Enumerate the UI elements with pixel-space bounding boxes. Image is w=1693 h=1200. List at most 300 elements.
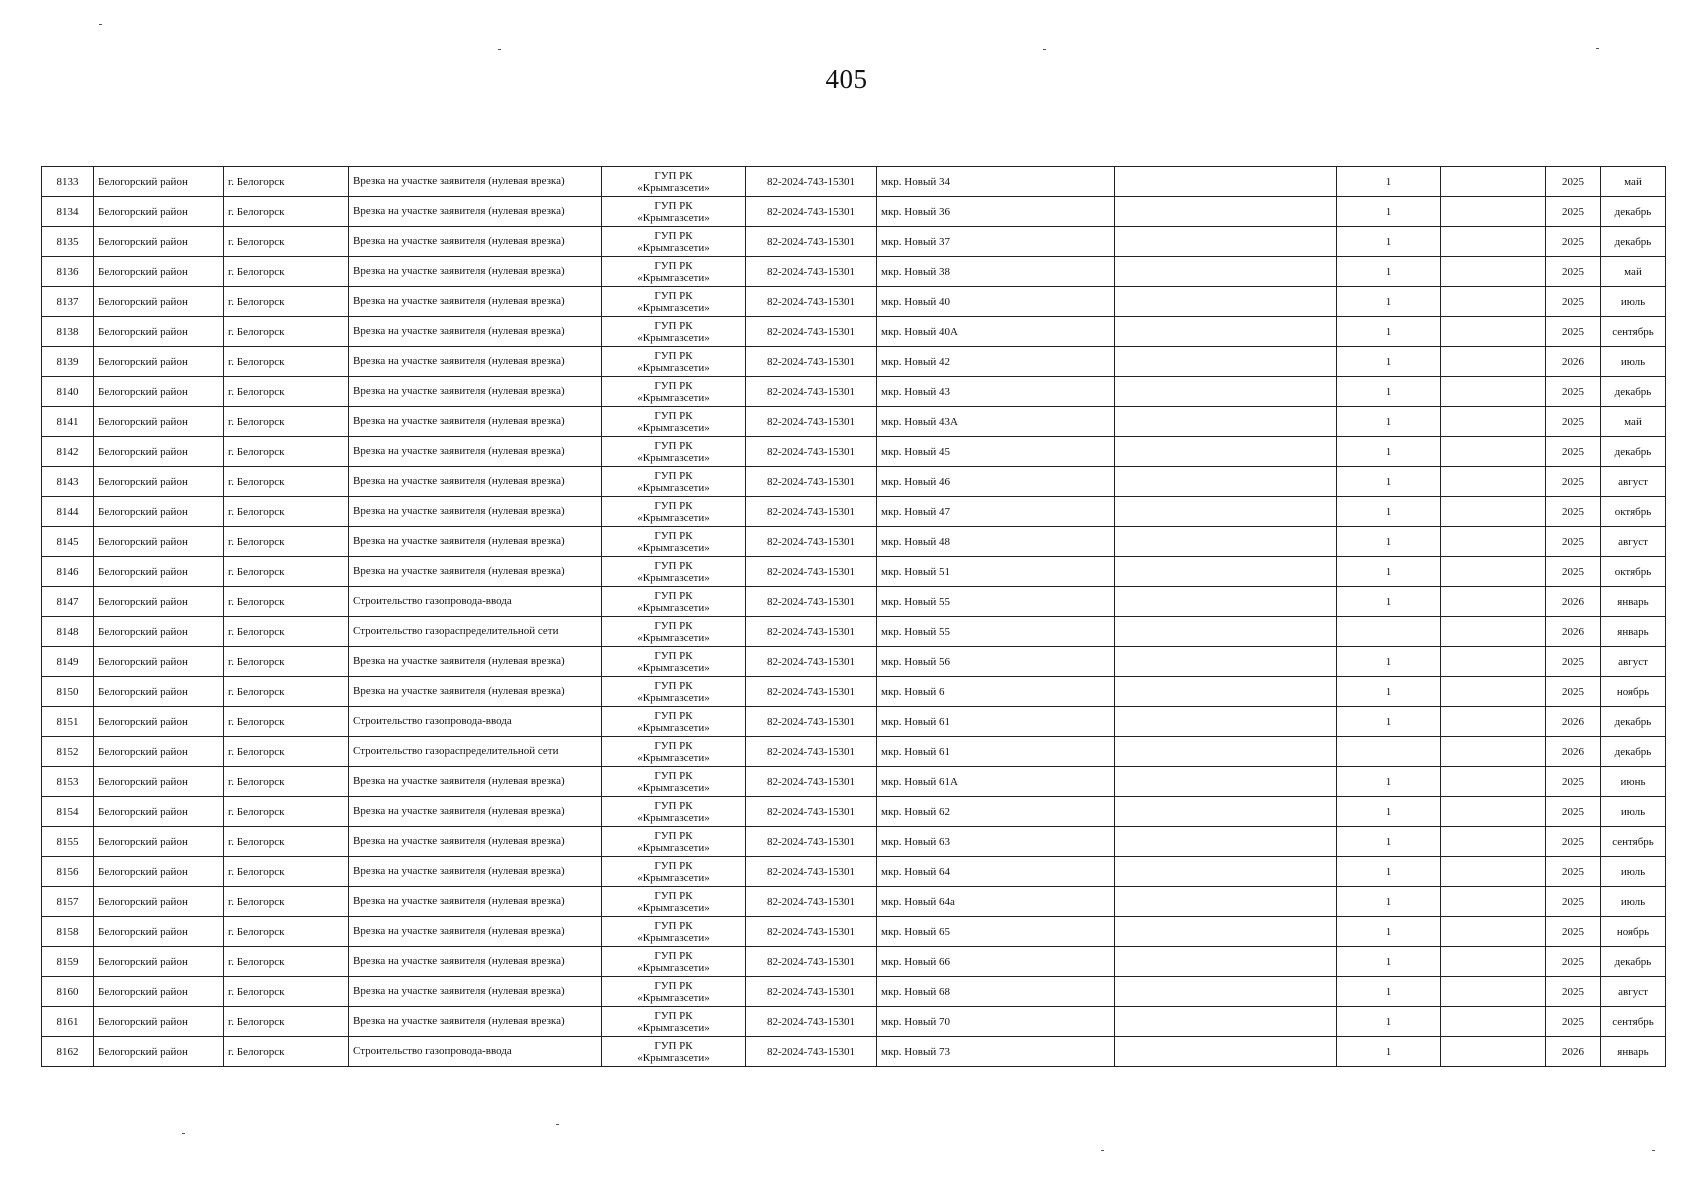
month-cell: август — [1601, 527, 1666, 557]
organization-cell — [602, 827, 746, 857]
district-cell: Белогорский район — [94, 317, 224, 347]
organization-line-2: «Крымгазсети» — [637, 181, 710, 194]
scan-speck — [1596, 48, 1599, 49]
year-cell: 2025 — [1546, 1007, 1601, 1037]
year-cell: 2025 — [1546, 227, 1601, 257]
row-number-cell: 8145 — [42, 527, 94, 557]
row-number-cell: 8161 — [42, 1007, 94, 1037]
table-row — [42, 437, 1666, 467]
quantity-cell: 1 — [1337, 197, 1441, 227]
table-row — [42, 1007, 1666, 1037]
quantity-cell: 1 — [1337, 527, 1441, 557]
table-row — [42, 407, 1666, 437]
address-cell: мкр. Новый 66 — [877, 947, 1115, 977]
city-cell: г. Белогорск — [224, 707, 349, 737]
empty-cell — [1441, 227, 1546, 257]
gasification-register-table — [41, 166, 1666, 1067]
month-cell: май — [1601, 167, 1666, 197]
empty-cell — [1115, 527, 1337, 557]
table-body — [42, 167, 1666, 1067]
empty-cell — [1115, 167, 1337, 197]
empty-cell — [1115, 257, 1337, 287]
organization-line-1: ГУП РК — [654, 589, 693, 602]
empty-cell — [1441, 947, 1546, 977]
quantity-cell: 1 — [1337, 497, 1441, 527]
organization-cell — [602, 617, 746, 647]
row-number-cell: 8142 — [42, 437, 94, 467]
quantity-cell: 1 — [1337, 797, 1441, 827]
row-number-cell: 8157 — [42, 887, 94, 917]
city-cell: г. Белогорск — [224, 377, 349, 407]
empty-cell — [1441, 287, 1546, 317]
row-number-cell: 8134 — [42, 197, 94, 227]
month-cell: май — [1601, 407, 1666, 437]
quantity-cell: 1 — [1337, 647, 1441, 677]
organization-line-2: «Крымгазсети» — [637, 271, 710, 284]
district-cell: Белогорский район — [94, 287, 224, 317]
empty-cell — [1115, 557, 1337, 587]
organization-line-2: «Крымгазсети» — [637, 631, 710, 644]
organization-cell — [602, 887, 746, 917]
district-cell: Белогорский район — [94, 737, 224, 767]
table-row — [42, 377, 1666, 407]
organization-line-2: «Крымгазсети» — [637, 841, 710, 854]
work-type-cell: Врезка на участке заявителя (нулевая врезка) — [349, 347, 602, 377]
organization-line-1: ГУП РК — [654, 499, 693, 512]
organization-line-1: ГУП РК — [654, 199, 693, 212]
year-cell: 2025 — [1546, 767, 1601, 797]
address-cell: мкр. Новый 63 — [877, 827, 1115, 857]
program-code-cell: 82-2024-743-15301 — [746, 377, 877, 407]
program-code-cell: 82-2024-743-15301 — [746, 407, 877, 437]
organization-line-2: «Крымгазсети» — [637, 1051, 710, 1064]
work-type-cell: Врезка на участке заявителя (нулевая врезка) — [349, 857, 602, 887]
program-code-cell: 82-2024-743-15301 — [746, 437, 877, 467]
address-cell: мкр. Новый 62 — [877, 797, 1115, 827]
month-cell: январь — [1601, 617, 1666, 647]
year-cell: 2025 — [1546, 377, 1601, 407]
year-cell: 2025 — [1546, 977, 1601, 1007]
city-cell: г. Белогорск — [224, 587, 349, 617]
organization-line-2: «Крымгазсети» — [637, 751, 710, 764]
address-cell: мкр. Новый 45 — [877, 437, 1115, 467]
row-number-cell: 8144 — [42, 497, 94, 527]
year-cell: 2025 — [1546, 857, 1601, 887]
empty-cell — [1441, 407, 1546, 437]
organization-line-1: ГУП РК — [654, 829, 693, 842]
empty-cell — [1115, 767, 1337, 797]
row-number-cell: 8146 — [42, 557, 94, 587]
month-cell: июль — [1601, 347, 1666, 377]
district-cell: Белогорский район — [94, 707, 224, 737]
month-cell: декабрь — [1601, 377, 1666, 407]
empty-cell — [1115, 407, 1337, 437]
program-code-cell: 82-2024-743-15301 — [746, 317, 877, 347]
empty-cell — [1115, 857, 1337, 887]
month-cell: июнь — [1601, 767, 1666, 797]
row-number-cell: 8139 — [42, 347, 94, 377]
empty-cell — [1441, 467, 1546, 497]
table-row — [42, 677, 1666, 707]
program-code-cell: 82-2024-743-15301 — [746, 617, 877, 647]
table-row — [42, 647, 1666, 677]
district-cell: Белогорский район — [94, 947, 224, 977]
quantity-cell: 1 — [1337, 287, 1441, 317]
address-cell: мкр. Новый 36 — [877, 197, 1115, 227]
program-code-cell: 82-2024-743-15301 — [746, 557, 877, 587]
address-cell: мкр. Новый 38 — [877, 257, 1115, 287]
table-row — [42, 167, 1666, 197]
program-code-cell: 82-2024-743-15301 — [746, 1007, 877, 1037]
district-cell: Белогорский район — [94, 977, 224, 1007]
organization-cell — [602, 1007, 746, 1037]
address-cell: мкр. Новый 70 — [877, 1007, 1115, 1037]
city-cell: г. Белогорск — [224, 947, 349, 977]
month-cell: сентябрь — [1601, 827, 1666, 857]
empty-cell — [1441, 317, 1546, 347]
year-cell: 2025 — [1546, 797, 1601, 827]
district-cell: Белогорский район — [94, 437, 224, 467]
year-cell: 2026 — [1546, 1037, 1601, 1067]
row-number-cell: 8141 — [42, 407, 94, 437]
year-cell: 2025 — [1546, 647, 1601, 677]
district-cell: Белогорский район — [94, 197, 224, 227]
quantity-cell: 1 — [1337, 377, 1441, 407]
organization-line-1: ГУП РК — [654, 1009, 693, 1022]
year-cell: 2025 — [1546, 947, 1601, 977]
year-cell: 2025 — [1546, 527, 1601, 557]
organization-line-2: «Крымгазсети» — [637, 541, 710, 554]
city-cell: г. Белогорск — [224, 257, 349, 287]
work-type-cell: Врезка на участке заявителя (нулевая врезка) — [349, 257, 602, 287]
program-code-cell: 82-2024-743-15301 — [746, 227, 877, 257]
work-type-cell: Врезка на участке заявителя (нулевая врезка) — [349, 797, 602, 827]
organization-line-2: «Крымгазсети» — [637, 451, 710, 464]
empty-cell — [1115, 1007, 1337, 1037]
address-cell: мкр. Новый 40 — [877, 287, 1115, 317]
city-cell: г. Белогорск — [224, 347, 349, 377]
organization-line-1: ГУП РК — [654, 349, 693, 362]
empty-cell — [1441, 197, 1546, 227]
month-cell: август — [1601, 977, 1666, 1007]
empty-cell — [1441, 887, 1546, 917]
organization-cell — [602, 497, 746, 527]
table-row — [42, 257, 1666, 287]
organization-cell — [602, 227, 746, 257]
organization-line-2: «Крымгазсети» — [637, 361, 710, 374]
quantity-cell — [1337, 737, 1441, 767]
address-cell: мкр. Новый 48 — [877, 527, 1115, 557]
work-type-cell: Врезка на участке заявителя (нулевая врезка) — [349, 467, 602, 497]
address-cell: мкр. Новый 68 — [877, 977, 1115, 1007]
month-cell: ноябрь — [1601, 917, 1666, 947]
row-number-cell: 8143 — [42, 467, 94, 497]
year-cell: 2025 — [1546, 467, 1601, 497]
scan-speck — [498, 49, 501, 50]
district-cell: Белогорский район — [94, 767, 224, 797]
scan-speck — [1652, 1150, 1655, 1151]
quantity-cell: 1 — [1337, 587, 1441, 617]
year-cell: 2025 — [1546, 257, 1601, 287]
organization-line-1: ГУП РК — [654, 1039, 693, 1052]
quantity-cell: 1 — [1337, 977, 1441, 1007]
month-cell: декабрь — [1601, 227, 1666, 257]
program-code-cell: 82-2024-743-15301 — [746, 887, 877, 917]
year-cell: 2025 — [1546, 557, 1601, 587]
address-cell: мкр. Новый 47 — [877, 497, 1115, 527]
organization-cell — [602, 437, 746, 467]
work-type-cell: Врезка на участке заявителя (нулевая врезка) — [349, 947, 602, 977]
organization-line-2: «Крымгазсети» — [637, 241, 710, 254]
city-cell: г. Белогорск — [224, 857, 349, 887]
program-code-cell: 82-2024-743-15301 — [746, 467, 877, 497]
organization-line-1: ГУП РК — [654, 259, 693, 272]
year-cell: 2025 — [1546, 407, 1601, 437]
city-cell: г. Белогорск — [224, 497, 349, 527]
table-row — [42, 857, 1666, 887]
table-row — [42, 557, 1666, 587]
city-cell: г. Белогорск — [224, 1007, 349, 1037]
organization-line-1: ГУП РК — [654, 619, 693, 632]
work-type-cell: Врезка на участке заявителя (нулевая врезка) — [349, 977, 602, 1007]
year-cell: 2025 — [1546, 317, 1601, 347]
program-code-cell: 82-2024-743-15301 — [746, 977, 877, 1007]
address-cell: мкр. Новый 34 — [877, 167, 1115, 197]
row-number-cell: 8154 — [42, 797, 94, 827]
row-number-cell: 8133 — [42, 167, 94, 197]
organization-line-2: «Крымгазсети» — [637, 781, 710, 794]
scan-speck — [182, 1133, 185, 1134]
table-row — [42, 197, 1666, 227]
quantity-cell: 1 — [1337, 707, 1441, 737]
row-number-cell: 8140 — [42, 377, 94, 407]
program-code-cell: 82-2024-743-15301 — [746, 497, 877, 527]
empty-cell — [1115, 287, 1337, 317]
empty-cell — [1115, 677, 1337, 707]
work-type-cell: Врезка на участке заявителя (нулевая врезка) — [349, 317, 602, 347]
row-number-cell: 8158 — [42, 917, 94, 947]
program-code-cell: 82-2024-743-15301 — [746, 737, 877, 767]
month-cell: ноябрь — [1601, 677, 1666, 707]
row-number-cell: 8156 — [42, 857, 94, 887]
work-type-cell: Строительство газопровода-ввода — [349, 707, 602, 737]
empty-cell — [1115, 347, 1337, 377]
table-row — [42, 977, 1666, 1007]
empty-cell — [1441, 1007, 1546, 1037]
empty-cell — [1441, 827, 1546, 857]
city-cell: г. Белогорск — [224, 647, 349, 677]
quantity-cell: 1 — [1337, 887, 1441, 917]
district-cell: Белогорский район — [94, 647, 224, 677]
quantity-cell: 1 — [1337, 857, 1441, 887]
address-cell: мкр. Новый 42 — [877, 347, 1115, 377]
organization-cell — [602, 797, 746, 827]
organization-cell — [602, 407, 746, 437]
program-code-cell: 82-2024-743-15301 — [746, 677, 877, 707]
work-type-cell: Врезка на участке заявителя (нулевая врезка) — [349, 377, 602, 407]
address-cell: мкр. Новый 73 — [877, 1037, 1115, 1067]
organization-line-2: «Крымгазсети» — [637, 1021, 710, 1034]
quantity-cell: 1 — [1337, 317, 1441, 347]
work-type-cell: Врезка на участке заявителя (нулевая врезка) — [349, 227, 602, 257]
organization-line-2: «Крымгазсети» — [637, 661, 710, 674]
empty-cell — [1115, 647, 1337, 677]
quantity-cell: 1 — [1337, 1037, 1441, 1067]
table-row — [42, 917, 1666, 947]
table-row — [42, 347, 1666, 377]
organization-cell — [602, 167, 746, 197]
district-cell: Белогорский район — [94, 797, 224, 827]
city-cell: г. Белогорск — [224, 527, 349, 557]
program-code-cell: 82-2024-743-15301 — [746, 587, 877, 617]
work-type-cell: Врезка на участке заявителя (нулевая врезка) — [349, 197, 602, 227]
work-type-cell: Врезка на участке заявителя (нулевая врезка) — [349, 917, 602, 947]
quantity-cell: 1 — [1337, 167, 1441, 197]
district-cell: Белогорский район — [94, 527, 224, 557]
table-row — [42, 707, 1666, 737]
organization-line-2: «Крымгазсети» — [637, 901, 710, 914]
organization-line-1: ГУП РК — [654, 739, 693, 752]
organization-cell — [602, 857, 746, 887]
organization-line-1: ГУП РК — [654, 979, 693, 992]
table-row — [42, 887, 1666, 917]
empty-cell — [1441, 737, 1546, 767]
program-code-cell: 82-2024-743-15301 — [746, 767, 877, 797]
work-type-cell: Строительство газопровода-ввода — [349, 1037, 602, 1067]
district-cell: Белогорский район — [94, 227, 224, 257]
year-cell: 2025 — [1546, 917, 1601, 947]
table-row — [42, 227, 1666, 257]
month-cell: декабрь — [1601, 947, 1666, 977]
row-number-cell: 8162 — [42, 1037, 94, 1067]
organization-cell — [602, 647, 746, 677]
city-cell: г. Белогорск — [224, 887, 349, 917]
empty-cell — [1441, 617, 1546, 647]
city-cell: г. Белогорск — [224, 317, 349, 347]
organization-line-2: «Крымгазсети» — [637, 811, 710, 824]
table-row — [42, 1037, 1666, 1067]
work-type-cell: Врезка на участке заявителя (нулевая врезка) — [349, 1007, 602, 1037]
work-type-cell: Врезка на участке заявителя (нулевая врезка) — [349, 647, 602, 677]
row-number-cell: 8147 — [42, 587, 94, 617]
city-cell: г. Белогорск — [224, 617, 349, 647]
month-cell: январь — [1601, 1037, 1666, 1067]
organization-cell — [602, 737, 746, 767]
program-code-cell: 82-2024-743-15301 — [746, 1037, 877, 1067]
work-type-cell: Строительство газораспределительной сети — [349, 737, 602, 767]
address-cell: мкр. Новый 61А — [877, 767, 1115, 797]
organization-cell — [602, 287, 746, 317]
organization-cell — [602, 1037, 746, 1067]
quantity-cell: 1 — [1337, 1007, 1441, 1037]
district-cell: Белогорский район — [94, 677, 224, 707]
district-cell: Белогорский район — [94, 557, 224, 587]
empty-cell — [1115, 377, 1337, 407]
city-cell: г. Белогорск — [224, 677, 349, 707]
year-cell: 2025 — [1546, 887, 1601, 917]
year-cell: 2026 — [1546, 617, 1601, 647]
empty-cell — [1441, 497, 1546, 527]
address-cell: мкр. Новый 51 — [877, 557, 1115, 587]
year-cell: 2025 — [1546, 167, 1601, 197]
district-cell: Белогорский район — [94, 617, 224, 647]
work-type-cell: Врезка на участке заявителя (нулевая врезка) — [349, 527, 602, 557]
organization-line-1: ГУП РК — [654, 559, 693, 572]
quantity-cell: 1 — [1337, 347, 1441, 377]
empty-cell — [1441, 677, 1546, 707]
program-code-cell: 82-2024-743-15301 — [746, 917, 877, 947]
organization-cell — [602, 947, 746, 977]
empty-cell — [1441, 977, 1546, 1007]
city-cell: г. Белогорск — [224, 407, 349, 437]
district-cell: Белогорский район — [94, 257, 224, 287]
organization-cell — [602, 347, 746, 377]
work-type-cell: Строительство газораспределительной сети — [349, 617, 602, 647]
empty-cell — [1441, 917, 1546, 947]
organization-line-1: ГУП РК — [654, 679, 693, 692]
city-cell: г. Белогорск — [224, 737, 349, 767]
organization-line-1: ГУП РК — [654, 469, 693, 482]
organization-line-2: «Крымгазсети» — [637, 211, 710, 224]
city-cell: г. Белогорск — [224, 977, 349, 1007]
organization-cell — [602, 197, 746, 227]
address-cell: мкр. Новый 37 — [877, 227, 1115, 257]
year-cell: 2026 — [1546, 737, 1601, 767]
scan-speck — [99, 24, 102, 25]
address-cell: мкр. Новый 40А — [877, 317, 1115, 347]
table-row — [42, 527, 1666, 557]
month-cell: январь — [1601, 587, 1666, 617]
district-cell: Белогорский район — [94, 587, 224, 617]
district-cell: Белогорский район — [94, 857, 224, 887]
empty-cell — [1441, 647, 1546, 677]
city-cell: г. Белогорск — [224, 437, 349, 467]
district-cell: Белогорский район — [94, 467, 224, 497]
organization-line-1: ГУП РК — [654, 919, 693, 932]
city-cell: г. Белогорск — [224, 287, 349, 317]
month-cell: июль — [1601, 797, 1666, 827]
organization-line-1: ГУП РК — [654, 169, 693, 182]
month-cell: сентябрь — [1601, 1007, 1666, 1037]
empty-cell — [1441, 527, 1546, 557]
empty-cell — [1115, 707, 1337, 737]
organization-line-1: ГУП РК — [654, 949, 693, 962]
organization-cell — [602, 767, 746, 797]
organization-cell — [602, 587, 746, 617]
table-row — [42, 287, 1666, 317]
empty-cell — [1115, 467, 1337, 497]
program-code-cell: 82-2024-743-15301 — [746, 647, 877, 677]
table-row — [42, 317, 1666, 347]
program-code-cell: 82-2024-743-15301 — [746, 827, 877, 857]
empty-cell — [1441, 587, 1546, 617]
quantity-cell: 1 — [1337, 677, 1441, 707]
month-cell: август — [1601, 647, 1666, 677]
district-cell: Белогорский район — [94, 917, 224, 947]
table-row — [42, 467, 1666, 497]
scan-speck — [556, 1124, 559, 1125]
quantity-cell: 1 — [1337, 557, 1441, 587]
organization-cell — [602, 707, 746, 737]
organization-cell — [602, 467, 746, 497]
work-type-cell: Врезка на участке заявителя (нулевая врезка) — [349, 287, 602, 317]
program-code-cell: 82-2024-743-15301 — [746, 167, 877, 197]
organization-line-1: ГУП РК — [654, 649, 693, 662]
city-cell: г. Белогорск — [224, 557, 349, 587]
organization-line-1: ГУП РК — [654, 319, 693, 332]
empty-cell — [1115, 947, 1337, 977]
empty-cell — [1115, 617, 1337, 647]
